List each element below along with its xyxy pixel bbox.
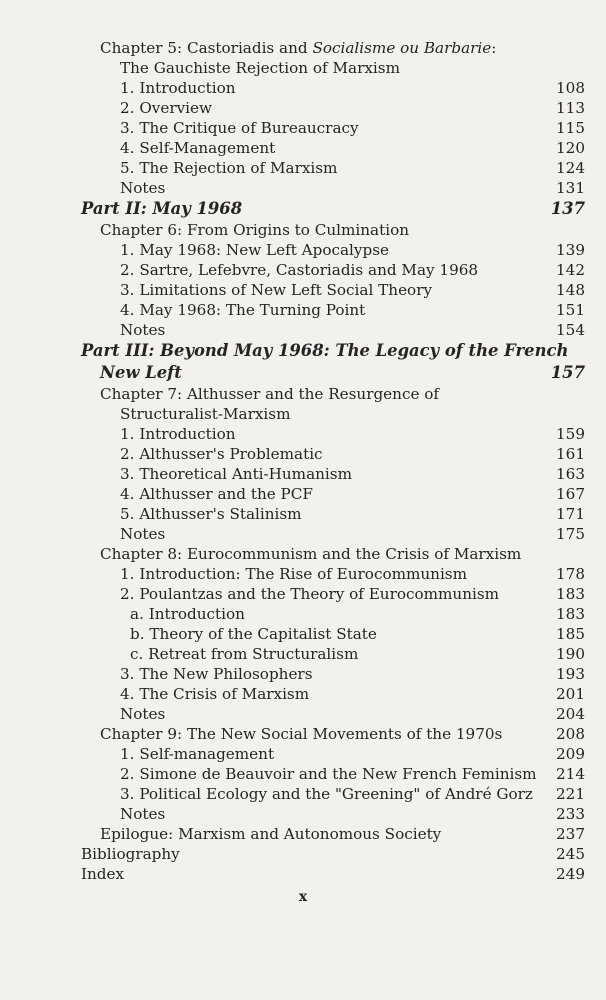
toc-entry bbox=[0, 624, 606, 644]
toc-entry-title: 2. Althusser's Problematic bbox=[120, 445, 323, 463]
toc-entry-page-number: 163 bbox=[556, 465, 585, 483]
toc-entry-title: Epilogue: Marxism and Autonomous Society bbox=[100, 825, 442, 843]
toc-entry-page-number: 157 bbox=[550, 363, 585, 382]
toc-entry-page-number: 245 bbox=[556, 845, 585, 863]
toc-entry-title: b. Theory of the Capitalist State bbox=[130, 625, 377, 643]
toc-entry bbox=[0, 744, 606, 764]
toc-entry-title: 4. Self-Management bbox=[120, 139, 276, 157]
toc-entry-title: Notes bbox=[120, 321, 166, 339]
toc-entry-title: 2. Overview bbox=[120, 99, 213, 117]
toc-entry-title: a. Introduction bbox=[130, 605, 245, 623]
toc-entry-title: 1. Self-management bbox=[120, 745, 275, 763]
toc-entry bbox=[0, 362, 606, 384]
toc-entry-title: Part III: Beyond May 1968: The Legacy of the French bbox=[81, 341, 569, 360]
toc-entry-page-number: 148 bbox=[556, 281, 585, 299]
toc-entry-title: Notes bbox=[120, 705, 166, 723]
toc-entry bbox=[0, 240, 606, 260]
toc-entry-title-suffix: : bbox=[491, 39, 497, 57]
toc-entry bbox=[0, 404, 606, 424]
toc-entry-title: 3. The Critique of Bureaucracy bbox=[120, 119, 359, 137]
toc-entry bbox=[0, 564, 606, 584]
toc-entry-title: Bibliography bbox=[81, 845, 180, 863]
toc-entry-title: 1. Introduction: The Rise of Eurocommunism bbox=[120, 565, 468, 583]
toc-entry bbox=[0, 340, 606, 362]
toc-entry-page-number: 137 bbox=[550, 199, 585, 218]
toc-entry-title: 4. Althusser and the PCF bbox=[120, 485, 313, 503]
toc-entry bbox=[0, 584, 606, 604]
toc-entry bbox=[0, 38, 606, 58]
toc-entry-page-number: 108 bbox=[556, 79, 585, 97]
toc-entry bbox=[0, 684, 606, 704]
toc-entry-title: 3. The New Philosophers bbox=[120, 665, 313, 683]
toc-entry-page-number: 113 bbox=[556, 99, 585, 117]
toc-entry-page-number: 161 bbox=[556, 445, 585, 463]
toc-entry bbox=[0, 384, 606, 404]
toc-entry-page-number: 204 bbox=[556, 705, 585, 723]
toc-entry bbox=[0, 424, 606, 444]
toc-entry-page-number: 167 bbox=[556, 485, 585, 503]
toc-entry-page-number: 120 bbox=[556, 139, 585, 157]
toc-entry-page-number: 183 bbox=[556, 605, 585, 623]
toc-entry-title: 4. The Crisis of Marxism bbox=[120, 685, 310, 703]
toc-entry-page-number: 249 bbox=[556, 865, 585, 883]
toc-entry-page-number: 190 bbox=[556, 645, 585, 663]
toc-entry-page-number: 142 bbox=[556, 261, 585, 279]
toc-entry-title: 3. Political Ecology and the "Greening" of André Gorz bbox=[120, 785, 533, 803]
toc-entry bbox=[0, 320, 606, 340]
page-folio: x bbox=[298, 889, 308, 905]
toc-entry-title: The Gauchiste Rejection of Marxism bbox=[120, 59, 400, 77]
toc-entry bbox=[0, 260, 606, 280]
toc-entry-title: Structuralist-Marxism bbox=[120, 405, 291, 423]
toc-entry-title: 2. Poulantzas and the Theory of Eurocommunism bbox=[120, 585, 500, 603]
toc-entry-title: 5. Althusser's Stalinism bbox=[120, 505, 302, 523]
toc-entry-page-number: 139 bbox=[556, 241, 585, 259]
toc-entry-title: 5. The Rejection of Marxism bbox=[120, 159, 338, 177]
toc-entry bbox=[0, 78, 606, 98]
toc-entry bbox=[0, 784, 606, 804]
toc-entry-title: 2. Simone de Beauvoir and the New French Feminism bbox=[120, 765, 537, 783]
toc-entry bbox=[0, 504, 606, 524]
toc-entry bbox=[0, 704, 606, 724]
toc-entry-title: New Left bbox=[100, 363, 182, 382]
toc-entry bbox=[0, 764, 606, 784]
toc-entry-title: c. Retreat from Structuralism bbox=[130, 645, 359, 663]
toc-entry bbox=[0, 444, 606, 464]
toc-entry-title: 3. Limitations of New Left Social Theory bbox=[120, 281, 433, 299]
toc-entry bbox=[0, 604, 606, 624]
toc-entry bbox=[0, 864, 606, 884]
toc-entry-page-number: 193 bbox=[556, 665, 585, 683]
toc-entry-title: Chapter 7: Althusser and the Resurgence of bbox=[100, 385, 440, 403]
toc-entry-page-number: 208 bbox=[556, 725, 585, 743]
toc-entry-title-text: Chapter 5: Castoriadis and bbox=[100, 39, 313, 57]
toc-entry-title: 1. Introduction bbox=[120, 425, 236, 443]
toc-entry-title: Notes bbox=[120, 525, 166, 543]
toc-entry bbox=[0, 804, 606, 824]
toc-entry-page-number: 115 bbox=[556, 119, 585, 137]
toc-entry-page-number: 237 bbox=[556, 825, 585, 843]
toc-entry bbox=[0, 484, 606, 504]
toc-entry bbox=[0, 844, 606, 864]
toc-entry bbox=[0, 158, 606, 178]
toc-entry-page-number: 201 bbox=[556, 685, 585, 703]
toc-entry-page-number: 171 bbox=[556, 505, 585, 523]
toc-entry-title: 1. Introduction bbox=[120, 79, 236, 97]
toc-entry bbox=[0, 58, 606, 78]
toc-entry-page-number: 175 bbox=[556, 525, 585, 543]
table-of-contents bbox=[0, 38, 606, 884]
toc-entry bbox=[0, 220, 606, 240]
toc-entry-title: Chapter 8: Eurocommunism and the Crisis of Marxism bbox=[100, 545, 522, 563]
toc-entry bbox=[0, 824, 606, 844]
toc-entry-page-number: 209 bbox=[556, 745, 585, 763]
toc-entry-title bbox=[100, 38, 496, 58]
toc-entry-title: Chapter 6: From Origins to Culmination bbox=[100, 221, 410, 239]
toc-entry-title-italic: Socialisme ou Barbarie bbox=[312, 39, 492, 57]
toc-entry-page-number: 183 bbox=[556, 585, 585, 603]
toc-entry bbox=[0, 724, 606, 744]
toc-entry-page-number: 221 bbox=[556, 785, 585, 803]
toc-entry-page-number: 151 bbox=[556, 301, 585, 319]
toc-entry bbox=[0, 644, 606, 664]
toc-entry-title: 1. May 1968: New Left Apocalypse bbox=[120, 241, 389, 259]
toc-entry-page-number: 154 bbox=[556, 321, 585, 339]
toc-entry-page-number: 178 bbox=[556, 565, 585, 583]
toc-entry-title: Part II: May 1968 bbox=[81, 199, 243, 218]
toc-entry-page-number: 233 bbox=[556, 805, 585, 823]
toc-entry-title: 4. May 1968: The Turning Point bbox=[120, 301, 366, 319]
toc-entry bbox=[0, 118, 606, 138]
toc-entry-page-number: 159 bbox=[556, 425, 585, 443]
toc-entry-title: 3. Theoretical Anti-Humanism bbox=[120, 465, 352, 483]
toc-entry bbox=[0, 138, 606, 158]
toc-entry-title: Notes bbox=[120, 179, 166, 197]
toc-entry bbox=[0, 280, 606, 300]
toc-entry bbox=[0, 198, 606, 220]
toc-entry-title: 2. Sartre, Lefebvre, Castoriadis and May 1968 bbox=[120, 261, 479, 279]
toc-entry bbox=[0, 464, 606, 484]
toc-entry-page-number: 131 bbox=[556, 179, 585, 197]
toc-entry-title: Chapter 9: The New Social Movements of the 1970s bbox=[100, 725, 503, 743]
toc-entry-page-number: 214 bbox=[556, 765, 585, 783]
toc-entry-title: Notes bbox=[120, 805, 166, 823]
toc-entry bbox=[0, 300, 606, 320]
toc-entry-page-number: 124 bbox=[556, 159, 585, 177]
toc-entry bbox=[0, 178, 606, 198]
toc-entry bbox=[0, 664, 606, 684]
toc-entry-page-number: 185 bbox=[556, 625, 585, 643]
toc-entry bbox=[0, 98, 606, 118]
toc-entry bbox=[0, 524, 606, 544]
toc-entry bbox=[0, 544, 606, 564]
toc-entry-title: Index bbox=[81, 865, 125, 883]
